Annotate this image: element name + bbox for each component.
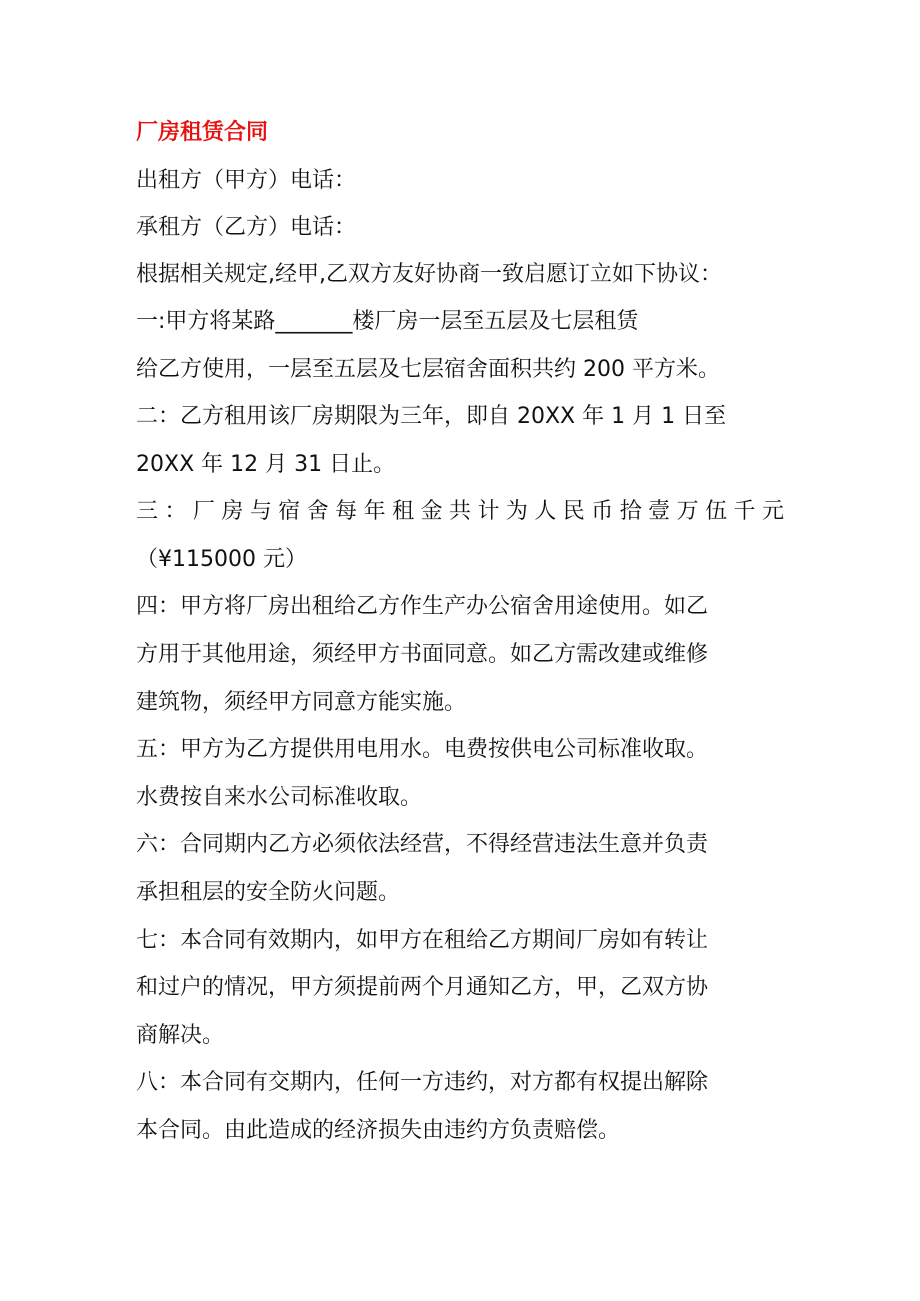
clause-1-line-2: 给乙方使用，一层至五层及七层宿舍面积共约 200 平方米。 [136, 357, 720, 382]
document-title: 厂房租赁合同 [136, 120, 269, 145]
clause-5-line-1: 五：甲方为乙方提供用电用水。电费按供电公司标准收取。 [136, 737, 709, 762]
clause-4-line-2: 方用于其他用途，须经甲方书面同意。如乙方需改建或维修 [136, 642, 709, 667]
clause-8-line-1: 八：本合同有交期内，任何一方违约，对方都有权提出解除 [136, 1070, 709, 1095]
clause-2-line-2: 20XX 年 12 月 31 日止。 [136, 452, 396, 477]
clause-6-line-2: 承担租层的安全防火问题。 [136, 880, 401, 905]
lessee-phone-line: 承租方（乙方）电话： [136, 215, 357, 240]
clause-2-line-1: 二：乙方租用该厂房期限为三年，即自 20XX 年 1 月 1 日至 [136, 404, 727, 429]
clause-7-line-3: 商解决。 [136, 1023, 225, 1048]
lessor-phone-line: 出租方（甲方）电话： [136, 168, 357, 193]
clause-7-line-1: 七：本合同有效期内，如甲方在租给乙方期间厂房如有转让 [136, 928, 709, 953]
clause-8-line-2: 本合同。由此造成的经济损失由违约方负责赔偿。 [136, 1118, 621, 1143]
clause-4-line-3: 建筑物，须经甲方同意方能实施。 [136, 690, 467, 715]
clause-6-line-1: 六：合同期内乙方必须依法经营，不得经营违法生意并负责 [136, 832, 709, 857]
preamble-line: 根据相关规定,经甲,乙双方友好协商一致启愿订立如下协议： [136, 262, 722, 287]
clause-4-line-1: 四：甲方将厂房出租给乙方作生产办公宿舍用途使用。如乙 [136, 594, 709, 619]
clause-7-line-2: 和过户的情况，甲方须提前两个月通知乙方，甲，乙双方协 [136, 975, 709, 1000]
clause-5-line-2: 水费按自来水公司标准收取。 [136, 785, 423, 810]
clause-3-line-1: 三：厂房与宿舍每年租金共计为人民币拾壹万伍千元 [136, 499, 784, 524]
clause-3-line-2: （¥115000 元） [136, 547, 307, 572]
clause-1-line-1: 一:甲方将某路_______楼厂房一层至五层及七层租赁 [136, 309, 639, 334]
